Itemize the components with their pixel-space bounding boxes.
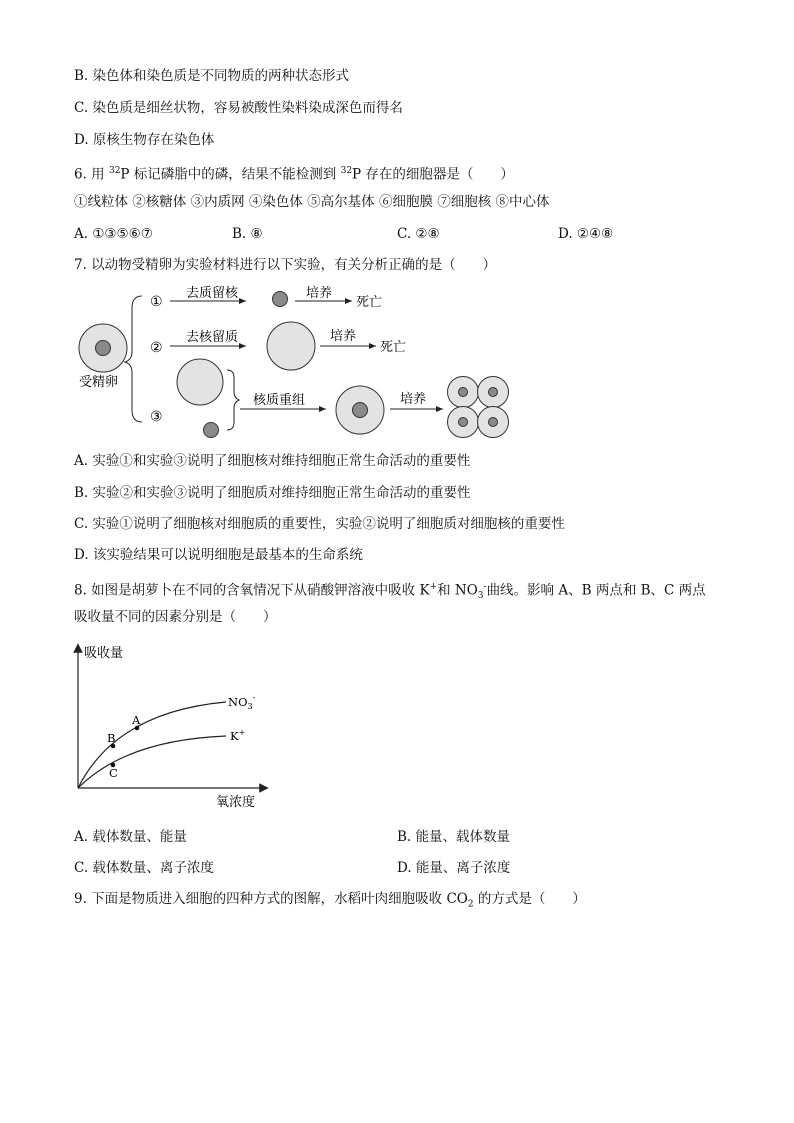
q7-option-d: D. 该实验结果可以说明细胞是最基本的生命系统 xyxy=(74,547,363,563)
culture-label-3: 培养 xyxy=(400,392,427,407)
series-no3-curve xyxy=(78,702,226,788)
isolated-nucleus xyxy=(204,423,219,438)
point-b-label: B xyxy=(107,731,116,745)
point-a-label: A xyxy=(132,713,141,727)
cytoplasm-only xyxy=(267,322,315,370)
q7-option-a: A. 实验①和实验③说明了细胞核对维持细胞正常生命活动的重要性 xyxy=(74,453,471,469)
q6-items: ①线粒体 ②核糖体 ③内质网 ④染色体 ⑤高尔基体 ⑥细胞膜 ⑦细胞核 ⑧中心体 xyxy=(74,194,550,210)
q8-option-c: C. 载体数量、离子浓度 xyxy=(74,860,214,876)
small-brace xyxy=(227,370,239,430)
q6-option-c: C. ②⑧ xyxy=(397,226,440,242)
recombined-cell xyxy=(336,386,384,434)
step3-label: 核质重组 xyxy=(253,393,306,408)
dividing-cells xyxy=(448,377,509,438)
q5-option-b: B. 染色体和染色质是不同物质的两种状态形式 xyxy=(74,68,350,84)
q7-option-b: B. 实验②和实验③说明了细胞质对维持细胞正常生命活动的重要性 xyxy=(74,485,471,501)
label-3: ③ xyxy=(150,409,163,425)
q8-stem: 8. 如图是胡萝卜在不同的含氧情况下从硝酸钾溶液中吸收 K+和 $NO_3^-$曲线。影响 A、B 两点和 B、C 两点 xyxy=(74,582,706,602)
culture-label-1: 培养 xyxy=(306,286,333,301)
x-axis-label: 氧浓度 xyxy=(216,795,256,810)
series-k-label: K+ xyxy=(230,728,246,743)
egg-label: 受精卵 xyxy=(79,375,119,390)
step2-label: 去核留质 xyxy=(186,330,239,345)
death-label-2: 死亡 xyxy=(380,340,407,355)
q5-option-d: D. 原核生物存在染色体 xyxy=(74,132,215,148)
q6-option-d: D. ②④⑧ xyxy=(558,226,614,242)
point-c-label: C xyxy=(109,766,118,780)
y-axis-label: 吸收量 xyxy=(84,646,124,661)
q8-option-d: D. 能量、离子浓度 xyxy=(397,860,511,876)
q6-option-a: A. ①③⑤⑥⑦ xyxy=(74,226,153,242)
step1-label: 去质留核 xyxy=(186,286,239,301)
q7-stem: 7. 以动物受精卵为实验材料进行以下实验，有关分析正确的是（ ） xyxy=(74,257,497,273)
q7-option-c: C. 实验①说明了细胞核对细胞质的重要性，实验②说明了细胞质对细胞核的重要性 xyxy=(74,516,565,532)
enucleated-cytoplasm xyxy=(177,359,223,405)
q6-stem: 6. 用 $^{32}$P 标记磷脂中的磷，结果不能检测到 $^{32}$P 存在的细胞器是（ ） xyxy=(74,166,514,183)
q8-option-b: B. 能量、载体数量 xyxy=(397,829,511,845)
fertilized-egg xyxy=(79,324,127,372)
q8-chart xyxy=(66,640,276,812)
q9-stem: 9. 下面是物质进入细胞的四种方式的图解，水稻叶肉细胞吸收 $CO_2$ 的方式是（ ） xyxy=(74,891,586,910)
brace xyxy=(125,296,142,422)
label-1: ① xyxy=(150,294,163,310)
death-label-1: 死亡 xyxy=(356,295,383,310)
q5-option-c: C. 染色质是细丝状物，容易被酸性染料染成深色而得名 xyxy=(74,100,403,116)
q7-diagram xyxy=(70,282,520,444)
series-k-curve xyxy=(78,736,226,788)
label-2: ② xyxy=(150,340,163,356)
series-no3-label: $NO_3^-$ xyxy=(228,693,256,711)
culture-label-2: 培养 xyxy=(330,329,357,344)
q8-stem-cont: 吸收量不同的因素分别是（ ） xyxy=(74,609,277,625)
q8-option-a: A. 载体数量、能量 xyxy=(74,829,187,845)
q6-option-b: B. ⑧ xyxy=(232,226,263,242)
nucleus-only xyxy=(273,292,288,307)
